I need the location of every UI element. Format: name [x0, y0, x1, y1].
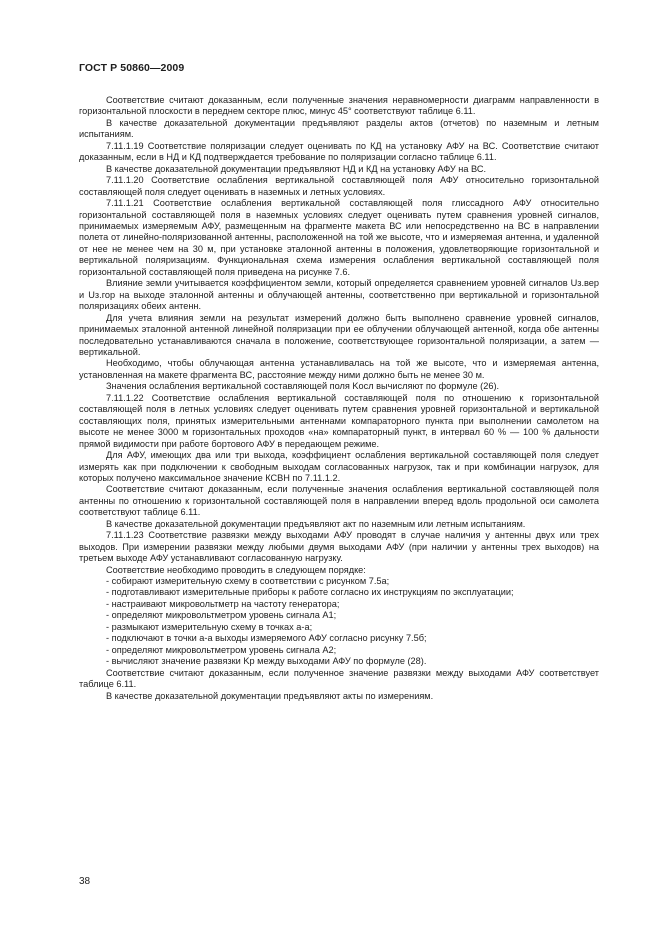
- paragraph: 7.11.1.21 Соответствие ослабления вертикальной составляющей поля глиссадного АФУ относительно горизонтальной составляющей поля в наземных условиях следует оценивать путем сравнения уровней сигналов, принимаемых измеряемым АФУ, размещенным на фрагменте макета ВС или непосредственно на ВС в направлении полета от линейно-поляризованной антенны, расположенной на той же высоте, что и измеряемая антенна, и удаленной от нее не менее чем на 30 м, при установке эталонной антенны в положения, удовлетворяющие горизонтальной и вертикальной поляризациям. Функциональная схема измерения ослабления вертикальной составляющей поля горизонтальной составляющей поля приведена на рисунке 7.6.: [79, 198, 599, 277]
- list-item: - настраивают микровольтметр на частоту генератора;: [106, 598, 340, 609]
- paragraph: 7.11.1.20 Соответствие ослабления вертикальной составляющей поля АФУ относительно горизонтальной составляющей поля следует оценивать в наземных и летных условиях.: [79, 175, 599, 197]
- list-item: - размыкают измерительную схему в точках а-а;: [106, 621, 313, 632]
- paragraph: В качестве доказательной документации предъявляют акты по измерениям.: [106, 690, 434, 701]
- paragraph: Для учета влияния земли на результат измерений должно быть выполнено сравнение уровней сигналов, принимаемых эталонной антенной линейной поляризации при ее облучении облучающей антенной, когда обе антенны последовательно устанавливаются сначала в положение, соответствующее горизонтальной поляризации, а затем — вертикальной.: [79, 312, 599, 357]
- paragraph: Соответствие считают доказанным, если полученные значения неравномерности диаграмм направленности в горизонтальной плоскости в переднем секторе плюс, минус 45° соответствуют таблице 6.11.: [79, 95, 599, 117]
- list-item: - собирают измерительную схему в соответствии с рисунком 7.5а;: [106, 576, 390, 587]
- paragraph: Необходимо, чтобы облучающая антенна устанавливалась на той же высоте, что и измеряемая антенна, установленная на макете фрагмента ВС, расстояние между ними должно быть не менее 30 м.: [79, 358, 599, 380]
- list-item: - определяют микровольтметром уровень сигнала A2;: [106, 644, 337, 655]
- page-number: 38: [79, 876, 91, 887]
- paragraph: В качестве доказательной документации предъявляют разделы актов (отчетов) по наземным и летным испытаниям.: [79, 117, 599, 140]
- list-item: - подключают в точки а-а выходы измеряемого АФУ согласно рисунку 7.5б;: [106, 633, 427, 644]
- list-item: - подготавливают измерительные приборы к работе согласно их инструкциям по эксплуатации;: [106, 587, 514, 598]
- paragraph: Влияние земли учитывается коэффициентом земли, который определяется сравнением уровней сигналов Uз.вер и Uз.гор на выходе эталонной антенны и облучающей антенны, соответственно при вертикальной и горизонтальной поляризациях обеих антенн.: [79, 278, 599, 312]
- paragraph: Для АФУ, имеющих два или три выхода, коэффициент ослабления вертикальной составляющей поля следует измерять как при подключении к свободным выходам согласованных нагрузок, так и при комбинации нагрузок, для которых получено максимальное значение КСВН по 7.11.1.2.: [79, 450, 599, 483]
- paragraph: Соответствие необходимо проводить в следующем порядке:: [106, 564, 366, 575]
- paragraph: Соответствие считают доказанным, если полученное значение развязки между выходами АФУ соответствует таблице 6.11.: [79, 667, 599, 690]
- paragraph: В качестве доказательной документации предъявляют НД и КД на установку АФУ на ВС.: [106, 163, 487, 174]
- paragraph: 7.11.1.23 Соответствие развязки между выходами АФУ проводят в случае наличия у антенны двух или трех выходов. При измерении развязки между любыми двумя выходами АФУ (при наличии у антенны трех выходов) на третьем выходе АФУ устанавливают согласованную нагрузку.: [79, 530, 599, 564]
- paragraph: В качестве доказательной документации предъявляют акт по наземным или летным испытаниям.: [106, 518, 526, 529]
- list-item: - вычисляют значение развязки Kр между выходами АФУ по формуле (28).: [106, 656, 427, 667]
- paragraph: 7.11.1.22 Соответствие ослабления вертикальной составляющей поля по отношению к горизонтальной составляющей поля в летных условиях следует оценивать путем сравнения уровней горизонтальной и вертикальной составляющих поля, принятых измерительными антеннами компараторного пункта при выполнении самолетом на высоте не менее 3000 м горизонтальных проходов «на» компараторный пункт, в интервал 60 % — 100 % дальности прямой видимости при работе бортового АФУ в передающем режиме.: [79, 392, 599, 449]
- list-item: - определяют микровольтметром уровень сигнала A1;: [106, 610, 337, 621]
- paragraph: Соответствие считают доказанным, если полученные значения ослабления вертикальной составляющей поля антенны по отношению к горизонтальной составляющей поля в направлении вперед вдоль продольной оси самолета соответствуют таблице 6.11.: [79, 484, 599, 518]
- paragraph: 7.11.1.19 Соответствие поляризации следует оценивать по КД на установку АФУ на ВС. Соответствие считают доказанным, если в НД и КД подтверждается требование по поляризации согласно таблице 6.11.: [79, 140, 599, 163]
- document-body: [79, 95, 599, 702]
- paragraph: Значения ослабления вертикальной составляющей поля Kосл вычисляют по формуле (26).: [106, 381, 500, 392]
- document-header: ГОСТ Р 50860—2009: [79, 62, 185, 74]
